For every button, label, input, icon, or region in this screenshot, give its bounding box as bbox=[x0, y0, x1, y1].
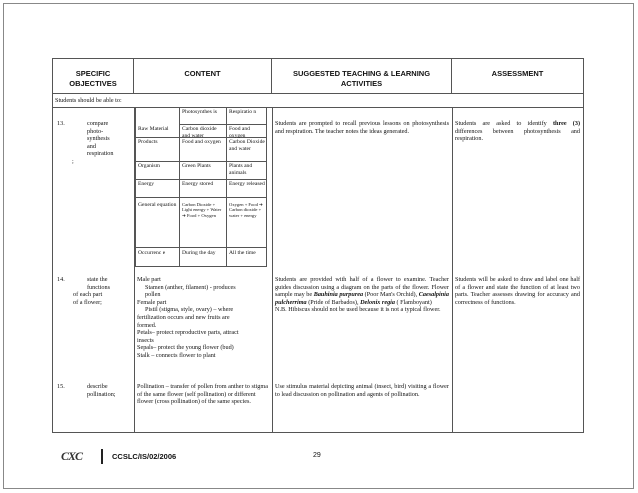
row-14-content-2: Stamen (anther, filament) - produces bbox=[145, 283, 236, 291]
row-15-objective-2: pollination; bbox=[87, 390, 116, 398]
row-14-objective-2: functions bbox=[87, 283, 111, 291]
row-13-assessment: Students are asked to identify three (3) differences between photosynthesis and respiration. bbox=[455, 120, 581, 143]
comparison-label: Organism bbox=[138, 163, 160, 169]
comparison-cell: Energy released bbox=[229, 181, 265, 187]
row-13-objective-2: photo- bbox=[87, 127, 104, 135]
row-13-objective-6: ; bbox=[72, 158, 74, 165]
comparison-cell: During the day bbox=[182, 250, 216, 256]
row-14-content-11: Stalk – connects flower to plant bbox=[137, 352, 216, 359]
row-14-content-4: Female part bbox=[137, 298, 167, 306]
row-14-number: 14. bbox=[57, 276, 65, 283]
comparison-label: Raw Material bbox=[138, 126, 169, 132]
comparison-head-photosynthesis: Photosynthes is bbox=[182, 109, 217, 115]
comparison-head-respiration: Respiratio n bbox=[229, 109, 257, 115]
comparison-cell: Carbon Dioxide + Light energy + Water ➔ Food + Oxygen bbox=[182, 202, 222, 218]
comparison-label: Energy bbox=[138, 181, 155, 187]
header-content: CONTENT bbox=[134, 59, 272, 94]
comparison-cell: Green Plants bbox=[182, 163, 211, 169]
row-14-content-1: Male part bbox=[137, 276, 161, 283]
comparison-label: Occurrenc e bbox=[138, 250, 166, 256]
row-15-content: Pollination – transfer of pollen from anther to stigma of the same flower (self pollination) or different flower (cross pollination) of the same species. bbox=[137, 383, 268, 406]
document-code: CCSLC/IS/02/2006 bbox=[112, 452, 177, 461]
header-teaching: SUGGESTED TEACHING & LEARNING ACTIVITIES bbox=[272, 59, 452, 94]
comparison-label: General equation bbox=[138, 202, 177, 208]
header-assessment: ASSESSMENT bbox=[452, 59, 583, 94]
row-14-objective-3: of each part bbox=[73, 291, 103, 299]
comparison-cell: Energy stored bbox=[182, 181, 214, 187]
row-14-assessment: Students will be asked to draw and label one half of a flower and state the function of at least two parts. Teacher assesses drawing for accuracy and correctness of functions. bbox=[455, 276, 580, 306]
comparison-cell: Oxygen + Food ➔ Carbon dioxide + water + energy bbox=[229, 202, 263, 218]
intro-text: Students should be able to: bbox=[53, 94, 583, 108]
comparison-cell: All the time bbox=[229, 250, 256, 256]
row-13-objective-1: compare bbox=[87, 120, 109, 127]
curriculum-table bbox=[52, 58, 584, 433]
comparison-cell: Carbon dioxide and water bbox=[182, 126, 217, 139]
row-13-objective-5: respiration bbox=[87, 150, 114, 158]
column-divider bbox=[272, 108, 273, 432]
row-14-content-8: Petals– protect reproductive parts, attract bbox=[137, 329, 239, 337]
comparison-cell: Food and oxygen bbox=[229, 126, 250, 139]
comparison-cell: Plants and animals bbox=[229, 163, 253, 176]
row-15-teaching: Use stimulus material depicting animal (insect, bird) visiting a flower to lead discussion on pollination and agents of pollination. bbox=[275, 383, 449, 398]
row-13-number: 13. bbox=[57, 120, 65, 127]
row-14-content-9: insects bbox=[137, 336, 154, 344]
row-15-objective-1: describe bbox=[87, 383, 108, 390]
row-13-objective-4: and bbox=[87, 142, 96, 150]
page-number: 29 bbox=[313, 452, 321, 459]
column-divider bbox=[452, 108, 453, 432]
row-13-teaching: Students are prompted to recall previous lessons on photosynthesis and respiration. The teacher notes the ideas generated. bbox=[275, 120, 449, 135]
footer-divider bbox=[101, 449, 103, 464]
row-14-content-3: pollen bbox=[145, 291, 161, 299]
row-13-objective-3: synthesis bbox=[87, 135, 110, 143]
row-14-content-10: Sepals– protect the young flower (bud) bbox=[137, 344, 234, 352]
comparison-table bbox=[134, 107, 267, 267]
comparison-cell: Carbon Dioxide and water bbox=[229, 139, 265, 152]
row-14-objective-1: state the bbox=[87, 276, 108, 283]
comparison-label: Products bbox=[138, 139, 158, 145]
row-14-content-6: fertilization occurs and new fruits are bbox=[137, 314, 230, 321]
row-15-number: 15. bbox=[57, 383, 65, 390]
row-14-teaching: Students are provided with half of a flower to examine. Teacher guides discussion using a diagram on the parts of the flower. Flower sample may be Bauhinia purpurea (Poor Man's Orchid), Caesalpinia pulcherrima (Pride of Barbados), Delonix regia ( Flamboyant) N.B. Hibiscus should not be used because it is not a typical flower. bbox=[275, 276, 449, 314]
cxc-logo: CXC bbox=[61, 449, 83, 463]
row-14-content-7: formed. bbox=[137, 321, 157, 329]
row-14-objective-4: of a flower; bbox=[73, 298, 102, 306]
comparison-cell: Food and oxygen bbox=[182, 139, 221, 145]
header-objectives: SPECIFIC OBJECTIVES bbox=[53, 59, 134, 94]
row-14-content-5: Pistil (stigma, style, ovary) – where bbox=[145, 306, 234, 314]
